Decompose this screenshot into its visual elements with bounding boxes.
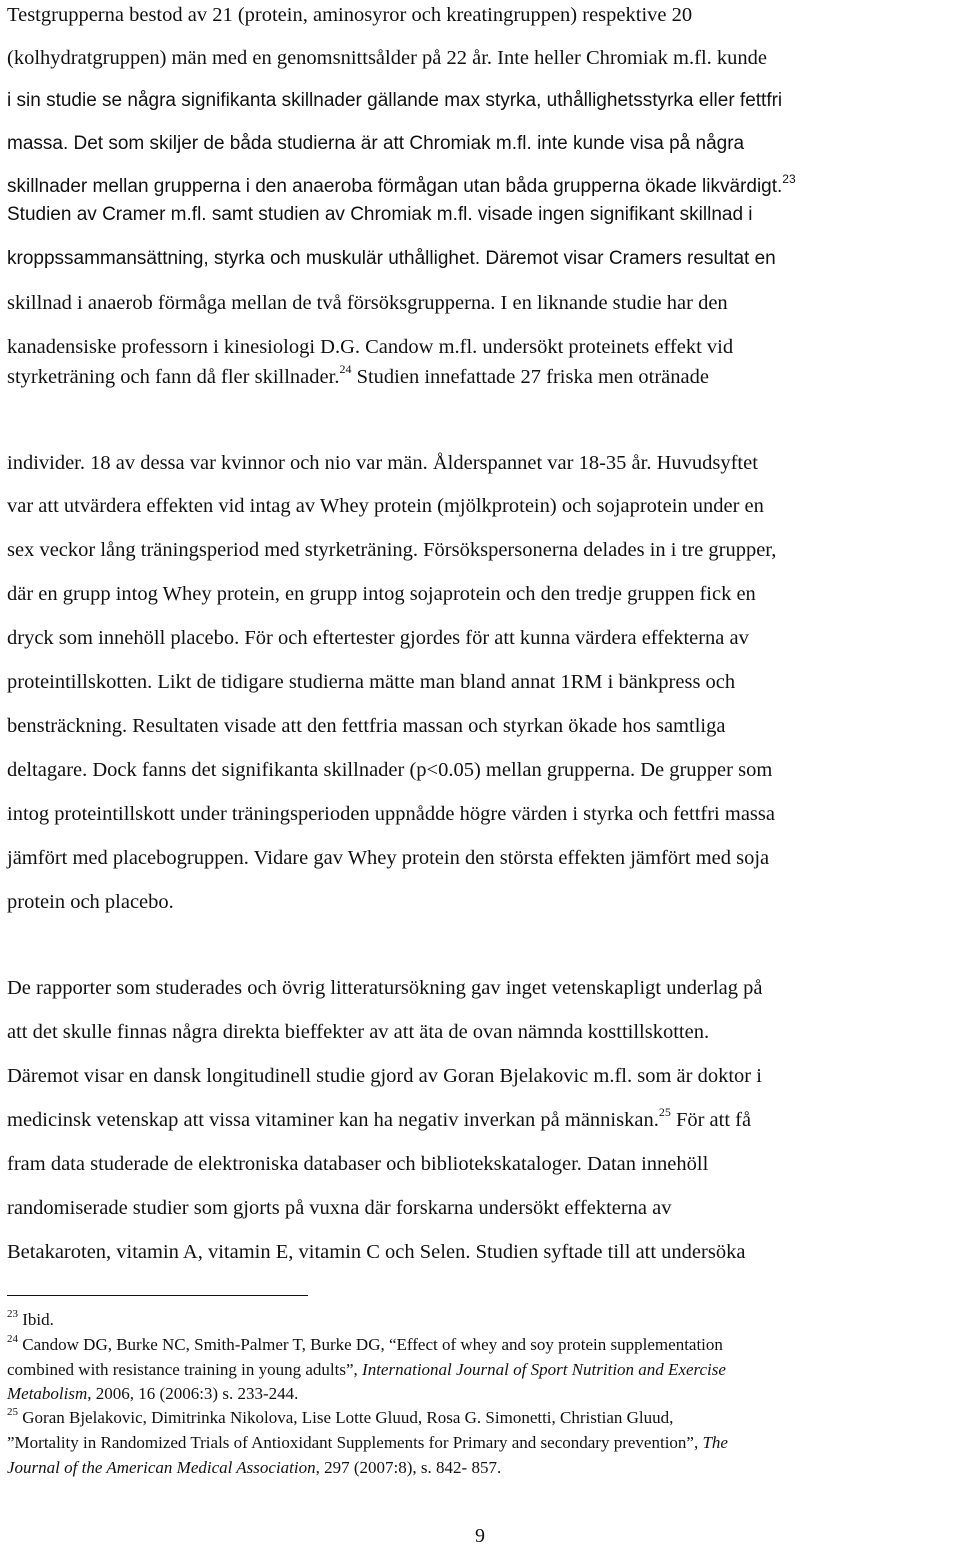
- body-line: fram data studerade de elektroniska databaser och bibliotekskataloger. Datan innehöll: [7, 1153, 709, 1175]
- footnote-line: [7, 1358, 726, 1382]
- page-number: 9: [475, 1525, 485, 1547]
- body-line: dryck som innehöll placebo. För och eftertester gjordes för att kunna värdera effekterna av: [7, 627, 749, 649]
- footnote-separator: [7, 1295, 308, 1296]
- body-line: protein och placebo.: [7, 891, 174, 913]
- body-line: [7, 362, 709, 392]
- journal-title: International Journal of Sport Nutrition and Exercise: [362, 1360, 726, 1379]
- footnote-number: 23: [7, 1308, 18, 1321]
- body-line: De rapporter som studerades och övrig litteratursökning gav inget vetenskapligt underlag på: [7, 977, 763, 999]
- body-text: Studien innefattade 27 friska men otränade: [351, 366, 709, 388]
- footnote-23: [7, 1308, 54, 1332]
- footnote-text: Candow DG, Burke NC, Smith-Palmer T, Burke DG, “Effect of whey and soy protein supplementation: [18, 1335, 723, 1354]
- body-text: styrketräning och fann då fler skillnader.: [7, 366, 340, 388]
- body-line: intog proteintillskott under träningsperioden uppnådde högre värden i styrka och fettfri massa: [7, 803, 775, 825]
- body-line: där en grupp intog Whey protein, en grupp intog sojaprotein och den tredje gruppen fick en: [7, 583, 756, 605]
- body-line: i sin studie se några signifikanta skillnader gällande max styrka, uthållighetsstyrka eller fettfri: [7, 90, 783, 111]
- body-line: kanadensiske professorn i kinesiologi D.G. Candow m.fl. undersökt proteinets effekt vid: [7, 336, 734, 358]
- footnote-25: [7, 1406, 673, 1430]
- footnote-ref: 23: [782, 171, 796, 186]
- body-line: kroppssammansättning, styrka och muskulär uthållighet. Däremot visar Cramers resultat en: [7, 248, 776, 269]
- body-line: var att utvärdera effekten vid intag av Whey protein (mjölkprotein) och sojaprotein under en: [7, 495, 764, 517]
- body-line: individer. 18 av dessa var kvinnor och nio var män. Ålderspannet var 18-35 år. Huvudsyftet: [7, 452, 758, 474]
- body-line: att det skulle finnas några direkta bieffekter av att äta de ovan nämnda kosttillskotten.: [7, 1021, 710, 1043]
- body-text: medicinsk vetenskap att vissa vitaminer kan ha negativ inverkan på människan.: [7, 1109, 659, 1131]
- footnote-text: Goran Bjelakovic, Dimitrinka Nikolova, Lise Lotte Gluud, Rosa G. Simonetti, Christian Gluud,: [18, 1408, 674, 1427]
- footnote-number: 25: [7, 1406, 18, 1419]
- body-line: [7, 172, 796, 202]
- footnote-ref: 24: [339, 362, 352, 377]
- footnote-text: combined with resistance training in young adults”,: [7, 1360, 363, 1379]
- body-line: massa. Det som skiljer de båda studierna är att Chromiak m.fl. inte kunde visa på några: [7, 133, 745, 154]
- body-line: sex veckor lång träningsperiod med styrketräning. Försökspersonerna delades in i tre grupper,: [7, 539, 777, 561]
- journal-title: Metabolism: [7, 1384, 88, 1403]
- journal-title: Journal of the American Medical Association: [7, 1458, 316, 1477]
- journal-title: The: [702, 1433, 728, 1452]
- footnote-line: [7, 1382, 298, 1406]
- body-line: (kolhydratgruppen) män med en genomsnittsålder på 22 år. Inte heller Chromiak m.fl. kunde: [7, 47, 768, 69]
- body-line: Betakaroten, vitamin A, vitamin E, vitamin C och Selen. Studien syftade till att undersöka: [7, 1241, 746, 1263]
- footnote-ref: 25: [658, 1105, 671, 1120]
- body-line: skillnad i anaerob förmåga mellan de två försöksgrupperna. I en liknande studie har den: [7, 292, 728, 314]
- footnote-number: 24: [7, 1333, 18, 1346]
- body-line: Studien av Cramer m.fl. samt studien av Chromiak m.fl. visade ingen signifikant skillnad i: [7, 204, 753, 225]
- footnote-text: ”Mortality in Randomized Trials of Antioxidant Supplements for Primary and secondary prevention”,: [7, 1433, 703, 1452]
- body-line: randomiserade studier som gjorts på vuxna där forskarna undersökt effekterna av: [7, 1197, 672, 1219]
- body-line: Testgrupperna bestod av 21 (protein, aminosyror och kreatingruppen) respektive 20: [7, 4, 693, 26]
- body-line: proteintillskotten. Likt de tidigare studierna mätte man bland annat 1RM i bänkpress och: [7, 671, 736, 693]
- footnote-text: , 297 (2007:8), s. 842- 857.: [315, 1458, 502, 1477]
- body-line: deltagare. Dock fanns det signifikanta skillnader (p<0.05) mellan grupperna. De grupper som: [7, 759, 773, 781]
- body-line: jämfört med placebogruppen. Vidare gav Whey protein den största effekten jämfört med soja: [7, 847, 770, 869]
- footnote-text: Ibid.: [18, 1310, 54, 1329]
- body-text: För att få: [670, 1109, 752, 1131]
- body-line: Däremot visar en dansk longitudinell studie gjord av Goran Bjelakovic m.fl. som är doktor i: [7, 1065, 762, 1087]
- body-text: skillnader mellan grupperna i den anaeroba förmågan utan båda grupperna ökade likvärdigt.: [7, 176, 783, 197]
- footnote-24: [7, 1333, 723, 1357]
- body-line: [7, 1105, 751, 1135]
- footnote-line: [7, 1431, 728, 1455]
- footnote-line: [7, 1456, 501, 1480]
- body-line: bensträckning. Resultaten visade att den fettfria massan och styrkan ökade hos samtliga: [7, 715, 726, 737]
- footnote-text: , 2006, 16 (2006:3) s. 233-244.: [87, 1384, 299, 1403]
